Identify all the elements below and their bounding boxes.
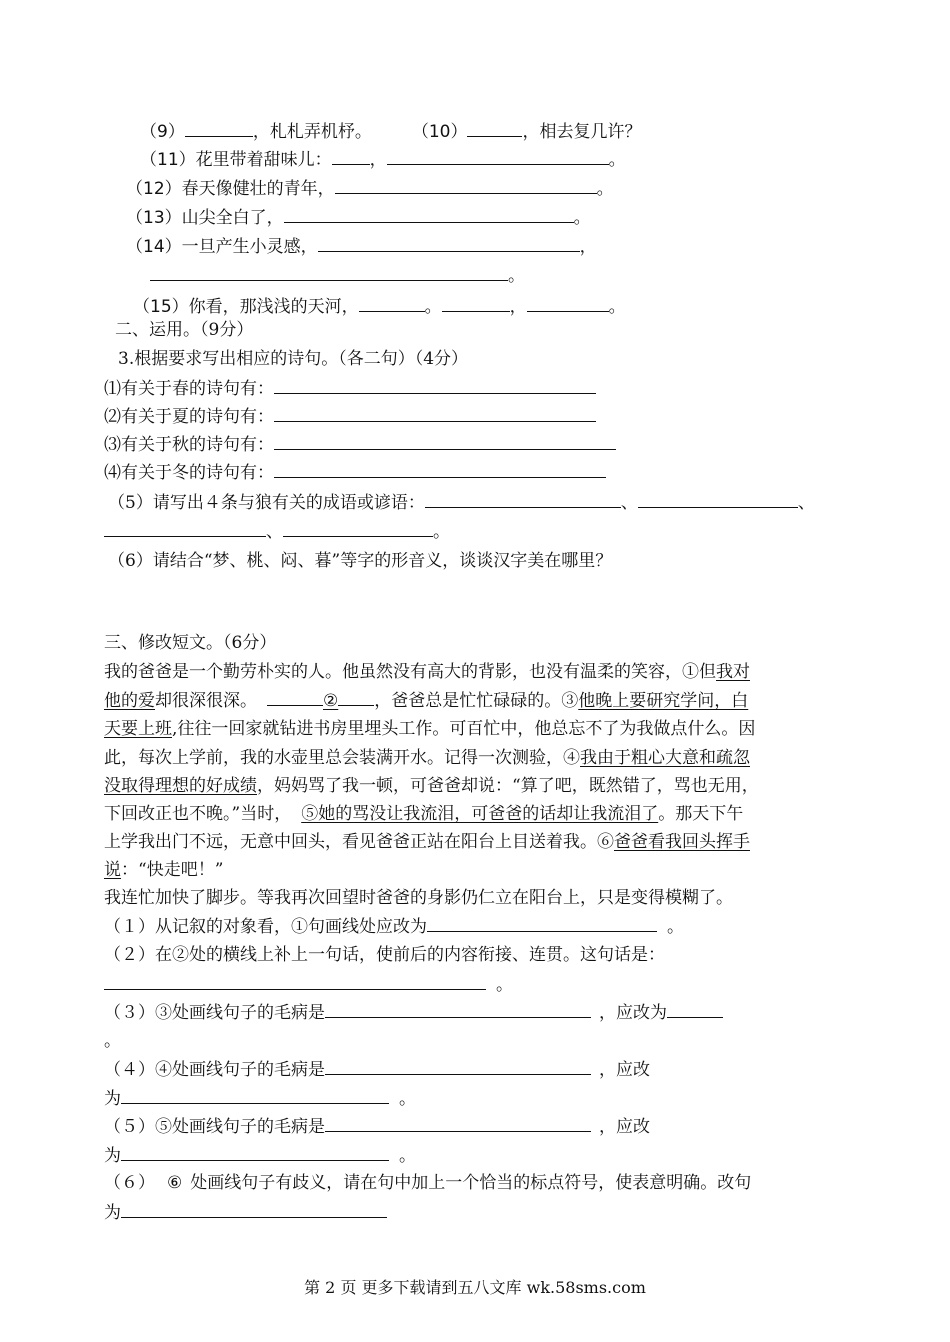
sub-q4-mid: ，应改 bbox=[599, 1060, 650, 1080]
wolf-blank-3[interactable] bbox=[104, 520, 266, 537]
sub-q1-end: 。 bbox=[667, 917, 684, 937]
poem-summer-blank[interactable] bbox=[274, 405, 596, 422]
underline-1b: 他的爱 bbox=[104, 691, 155, 711]
poem-summer-label: ⑵有关于夏的诗句有： bbox=[104, 407, 274, 427]
poem-spring-label: ⑴有关于春的诗句有： bbox=[104, 379, 274, 399]
q12-number: （12） bbox=[126, 179, 182, 199]
q15-blank-3[interactable] bbox=[527, 295, 609, 312]
passage-text: ，妈妈骂了我一顿，可爸爸却说：“算了吧，既然错了，骂也无用， bbox=[257, 776, 759, 796]
passage-text: 我的爸爸是一个勤劳朴实的人。他虽然没有高大的背影，也没有温柔的笑容，①但 bbox=[104, 662, 716, 682]
q14-text: 一旦产生小灵感， bbox=[181, 237, 318, 257]
wolf-idioms-label: （5）请写出４条与狼有关的成语或谚语： bbox=[108, 493, 425, 513]
sub-q3-text: （３）③处画线句子的毛病是 bbox=[104, 1003, 325, 1023]
q13-end: 。 bbox=[573, 208, 591, 228]
poem-winter-row bbox=[104, 461, 606, 484]
q9-number: （9） bbox=[140, 122, 185, 142]
sub-q6-text: 处画线句子有歧义，请在句中加上一个恰当的标点符号，使表意明确。改句 bbox=[190, 1173, 752, 1193]
q11-blank-1[interactable] bbox=[332, 148, 370, 165]
q10-blank[interactable] bbox=[467, 120, 522, 137]
passage-text: 此，每次上学前，我的水壶里总会装满开水。记得一次测验，④ bbox=[104, 748, 580, 768]
question-13 bbox=[126, 206, 591, 229]
q14-blank-1[interactable] bbox=[318, 235, 580, 252]
sub-question-4-answer bbox=[104, 1087, 416, 1110]
q14-number: （14） bbox=[126, 237, 182, 257]
q13-number: （13） bbox=[126, 208, 182, 228]
underline-4a: 我由于粗心大意和疏忽 bbox=[580, 748, 750, 768]
blank-2-left[interactable] bbox=[267, 689, 323, 706]
q14-blank-2[interactable] bbox=[150, 264, 508, 281]
sub-q4-end: 。 bbox=[399, 1089, 416, 1109]
q11-text: 花里带着甜味儿： bbox=[195, 150, 332, 170]
passage-text: ：“快走吧！” bbox=[121, 860, 224, 880]
q15-text: 你看，那浅浅的天河， bbox=[188, 297, 359, 317]
wolf-blank-2[interactable] bbox=[638, 491, 798, 508]
wolf-idioms-row-2 bbox=[104, 520, 450, 543]
question-12 bbox=[126, 177, 614, 200]
sub-q5-blank-2[interactable] bbox=[121, 1144, 389, 1161]
passage-line-7 bbox=[104, 831, 750, 853]
sub-q6-marker: ⑥ bbox=[167, 1173, 183, 1193]
q13-blank[interactable] bbox=[284, 206, 574, 223]
poem-autumn-blank[interactable] bbox=[274, 433, 616, 450]
q14-comma: ， bbox=[579, 237, 597, 257]
question-9-10 bbox=[140, 120, 641, 143]
passage-text: 下回改正也不晚。”当时， bbox=[104, 804, 292, 824]
q6-prompt: （6）请结合“梦、桃、闷、暮”等字的形音义，谈谈汉字美在哪里？ bbox=[108, 551, 613, 571]
question-11 bbox=[140, 148, 626, 171]
passage-text: 。那天下午 bbox=[658, 804, 744, 824]
sub-q1-text: （１）从记叙的对象看，①句画线处应改为 bbox=[104, 917, 427, 937]
passage-line-9: 我连忙加快了脚步。等我再次回望时爸爸的身影仍仁立在阳台上，只是变得模糊了。 bbox=[104, 888, 733, 908]
wolf-sep-2: 、 bbox=[797, 493, 815, 513]
poem-autumn-row bbox=[104, 433, 616, 456]
sub-q1-blank[interactable] bbox=[427, 915, 657, 932]
poem-spring-row bbox=[104, 377, 596, 400]
sub-question-5-answer bbox=[104, 1144, 416, 1167]
passage-line-6 bbox=[104, 803, 743, 825]
wolf-blank-4[interactable] bbox=[283, 520, 433, 537]
underline-6a: 爸爸看我回头挥手 bbox=[614, 832, 750, 852]
q12-blank[interactable] bbox=[335, 177, 597, 194]
underline-3b: 天要上班 bbox=[104, 719, 172, 739]
wolf-sep-1: 、 bbox=[620, 493, 638, 513]
passage-text: ，爸爸总是忙忙碌碌的。③ bbox=[374, 691, 579, 711]
sub-question-3-end: 。 bbox=[104, 1031, 121, 1051]
passage-line-2 bbox=[104, 689, 748, 712]
sub-q3-blank-1[interactable] bbox=[325, 1001, 591, 1018]
sub-q6-blank[interactable] bbox=[121, 1201, 387, 1218]
q12-end: 。 bbox=[596, 179, 614, 199]
q13-text: 山尖全白了， bbox=[181, 208, 284, 228]
sub-q3-mid: ，应改为 bbox=[599, 1003, 667, 1023]
wolf-blank-1[interactable] bbox=[425, 491, 621, 508]
q11-blank-2[interactable] bbox=[387, 148, 609, 165]
q10-text: ，相去复几许？ bbox=[522, 122, 642, 142]
poem-summer-row bbox=[104, 405, 596, 428]
q12-text: 春天像健壮的青年， bbox=[181, 179, 335, 199]
q14-end: 。 bbox=[508, 266, 525, 286]
sub-question-2: （２）在②处的横线上补上一句话，使前后的内容衔接、连贯。这句话是： bbox=[104, 945, 665, 965]
underline-4b: 没取得理想的好成绩 bbox=[104, 776, 257, 796]
part2-heading: 二、运用。（9分） bbox=[115, 320, 254, 340]
sub-q4-wei: 为 bbox=[104, 1089, 121, 1109]
sub-q6-number: （６） bbox=[104, 1173, 155, 1193]
sub-q5-wei: 为 bbox=[104, 1146, 121, 1166]
sub-question-2-answer bbox=[104, 973, 513, 996]
underline-3a: 他晚上要研究学问，白 bbox=[578, 691, 749, 711]
marker-2: ② bbox=[323, 691, 339, 711]
sub-q5-blank-1[interactable] bbox=[325, 1115, 591, 1132]
passage-line-4 bbox=[104, 747, 750, 769]
passage-line-5 bbox=[104, 775, 759, 797]
sub-question-3 bbox=[104, 1001, 723, 1024]
wolf-end: 。 bbox=[433, 522, 450, 542]
sub-q5-mid: ，应改 bbox=[599, 1117, 650, 1137]
poem-spring-blank[interactable] bbox=[274, 377, 596, 394]
wolf-sep-3: 、 bbox=[266, 522, 283, 542]
sub-q4-text: （４）④处画线句子的毛病是 bbox=[104, 1060, 325, 1080]
sub-question-5 bbox=[104, 1115, 650, 1138]
passage-line-1 bbox=[104, 661, 750, 683]
sub-q5-text: （５）⑤处画线句子的毛病是 bbox=[104, 1117, 325, 1137]
q11-end: 。 bbox=[608, 150, 626, 170]
passage-text: ,往往一回家就钻进书房里埋头工作。可百忙中，他总忘不了为我做点什么。因 bbox=[172, 719, 756, 739]
underline-6b: 说 bbox=[104, 860, 121, 880]
blank-2-right[interactable] bbox=[338, 689, 374, 706]
q9-text: ，札札弄机杼。 bbox=[252, 122, 372, 142]
q11-comma: ， bbox=[369, 150, 387, 170]
poem-winter-blank[interactable] bbox=[274, 461, 606, 478]
wolf-idioms-row bbox=[108, 491, 815, 514]
q15-period: 。 bbox=[424, 297, 442, 317]
sub-q5-end: 。 bbox=[399, 1146, 416, 1166]
underline-5: ⑤她的骂没让我流泪，可爸爸的话却让我流泪了 bbox=[301, 804, 659, 824]
sub-q4-blank-1[interactable] bbox=[325, 1058, 591, 1075]
passage-line-8 bbox=[104, 859, 223, 881]
underline-1a: 我对 bbox=[716, 662, 750, 682]
sub-question-6-answer bbox=[104, 1201, 387, 1224]
q10-number: （10） bbox=[411, 122, 468, 142]
q3-prompt: 3.根据要求写出相应的诗句。（各二句）（4分） bbox=[118, 349, 469, 369]
q15-end: 。 bbox=[608, 297, 626, 317]
sub-q2-end: 。 bbox=[496, 975, 513, 995]
sub-q3-blank-2[interactable] bbox=[667, 1001, 723, 1018]
question-14 bbox=[126, 235, 597, 258]
passage-text: 上学我出门不远，无意中回头，看见爸爸正站在阳台上目送着我。⑥ bbox=[104, 832, 614, 852]
question-15 bbox=[133, 295, 626, 318]
question-14-cont bbox=[150, 264, 525, 287]
sub-q6-wei: 为 bbox=[104, 1203, 121, 1223]
q15-comma: ， bbox=[509, 297, 527, 317]
part3-heading: 三、修改短文。（6分） bbox=[104, 633, 277, 653]
sub-question-4 bbox=[104, 1058, 650, 1081]
sub-question-1 bbox=[104, 915, 684, 938]
poem-autumn-label: ⑶有关于秋的诗句有： bbox=[104, 435, 274, 455]
q15-blank-2[interactable] bbox=[442, 295, 510, 312]
q15-number: （15） bbox=[133, 297, 189, 317]
q9-blank[interactable] bbox=[185, 120, 253, 137]
q11-number: （11） bbox=[140, 150, 196, 170]
sub-q2-blank[interactable] bbox=[104, 973, 486, 990]
sub-q4-blank-2[interactable] bbox=[121, 1087, 389, 1104]
page-footer: 第 2 页 更多下载请到五八文库 wk.58sms.com bbox=[304, 1278, 646, 1297]
poem-winter-label: ⑷有关于冬的诗句有： bbox=[104, 463, 274, 483]
passage-line-3 bbox=[104, 718, 755, 740]
passage-text: 却很深很深。 bbox=[155, 691, 257, 711]
q15-blank-1[interactable] bbox=[359, 295, 425, 312]
sub-question-6 bbox=[104, 1172, 751, 1194]
